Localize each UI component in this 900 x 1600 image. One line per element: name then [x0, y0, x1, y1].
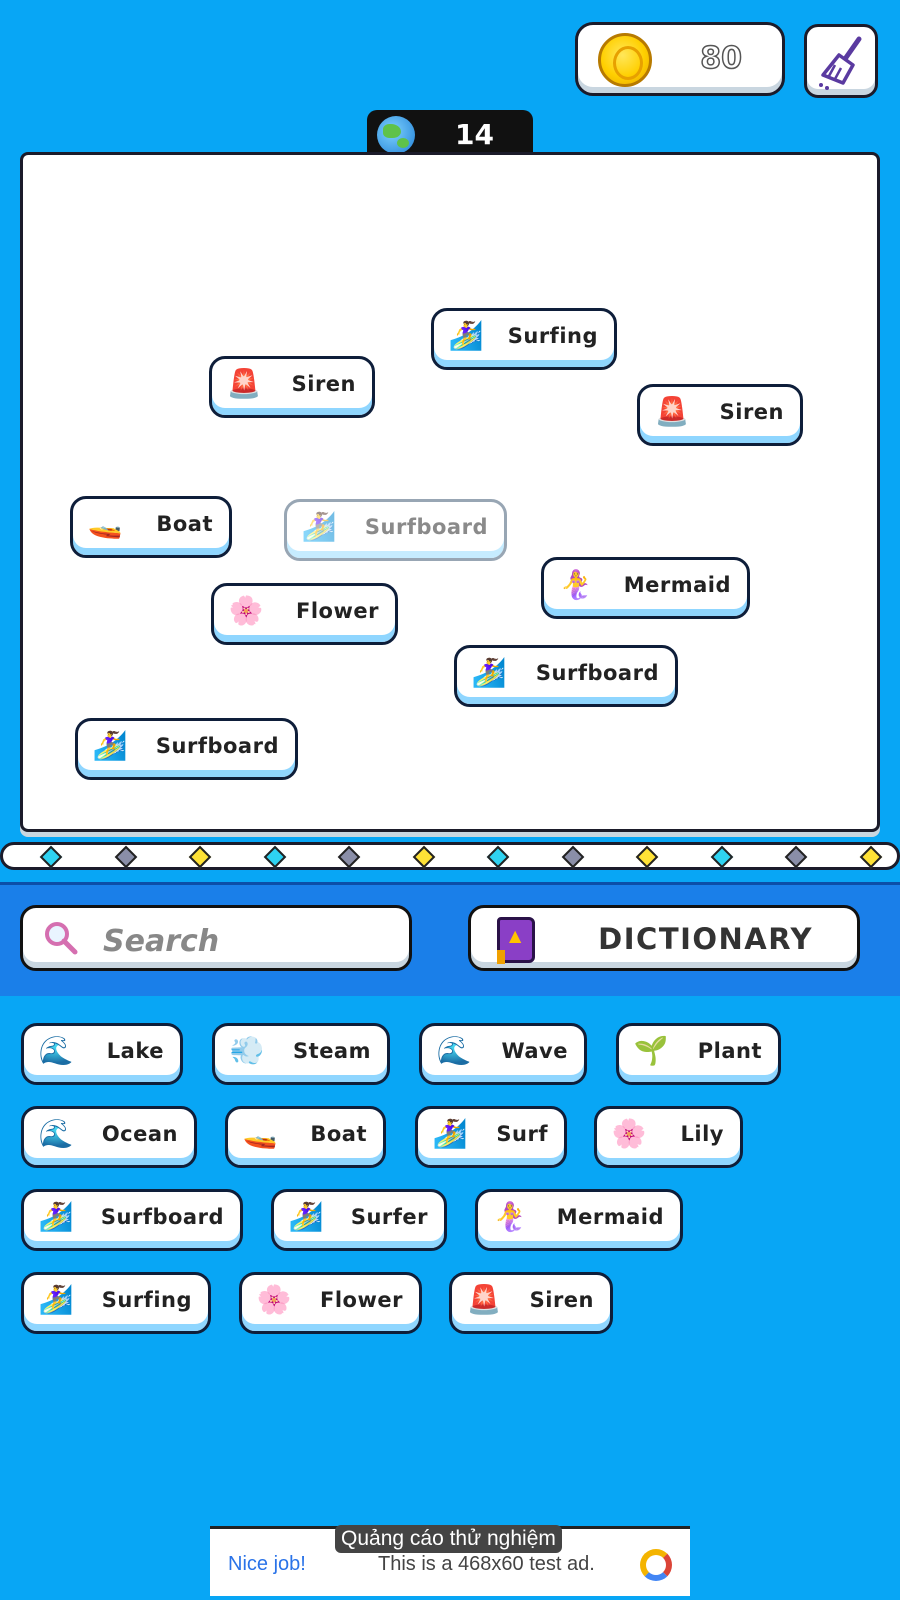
- broom-icon: [817, 35, 867, 91]
- inventory-chip-label: Surf: [496, 1122, 548, 1146]
- inventory-chip-label: Siren: [529, 1288, 594, 1312]
- board-chip[interactable]: [431, 308, 617, 370]
- board-chip[interactable]: [454, 645, 678, 707]
- coin-icon: [598, 33, 652, 87]
- coin-count: 80: [700, 41, 742, 76]
- gem-icon: [487, 846, 510, 869]
- inventory-chip[interactable]: [594, 1106, 743, 1168]
- inventory-chip-label: Surfer: [350, 1205, 428, 1229]
- ad-nice-text: Nice job!: [228, 1553, 306, 1575]
- dictionary-button[interactable]: [468, 905, 860, 971]
- inventory-chip-label: Wave: [501, 1039, 568, 1063]
- inventory-chip-label: Steam: [293, 1039, 371, 1063]
- surfer-icon: 🏄‍♀️: [301, 510, 337, 543]
- board-chip-label: Flower: [296, 599, 379, 623]
- board-chip[interactable]: [284, 499, 507, 561]
- ad-logo-icon: [640, 1549, 672, 1581]
- search-placeholder: Search: [103, 924, 220, 959]
- seedling-icon: 🌱: [633, 1034, 669, 1067]
- inventory-chip[interactable]: [239, 1272, 422, 1334]
- gem-icon: [785, 846, 808, 869]
- mermaid-icon: 🧜‍♀️: [558, 568, 594, 601]
- inventory-chip[interactable]: [419, 1023, 587, 1085]
- inventory-chip[interactable]: [212, 1023, 390, 1085]
- speedboat-icon: 🚤: [87, 507, 123, 540]
- inventory-chip[interactable]: [475, 1189, 683, 1251]
- coin-counter: [575, 22, 785, 96]
- gem-icon: [263, 846, 286, 869]
- board-chip-label: Siren: [291, 372, 356, 396]
- inventory-chip[interactable]: [21, 1106, 197, 1168]
- inventory-chip[interactable]: [415, 1106, 567, 1168]
- magnifier-icon: [43, 920, 79, 956]
- inventory-chip[interactable]: [225, 1106, 386, 1168]
- wave-icon: 🌊: [38, 1034, 74, 1067]
- ad-text: This is a 468x60 test ad.: [378, 1553, 595, 1575]
- board-chip-label: Surfing: [507, 324, 598, 348]
- board-chip-label: Surfboard: [155, 734, 279, 758]
- board-chip[interactable]: [211, 583, 398, 645]
- book-icon: [497, 917, 535, 963]
- surfer-icon: 🏄‍♀️: [288, 1200, 324, 1233]
- steam-icon: 💨: [229, 1034, 265, 1067]
- gem-icon: [189, 846, 212, 869]
- inventory-chip-label: Ocean: [101, 1122, 178, 1146]
- discoveries-count: 14: [455, 118, 494, 151]
- board-chip-label: Boat: [156, 512, 213, 536]
- inventory-chip-label: Flower: [320, 1288, 403, 1312]
- gem-divider: [0, 842, 900, 870]
- clear-board-button[interactable]: [804, 24, 878, 98]
- wave-icon: 🌊: [436, 1034, 472, 1067]
- gem-icon: [40, 846, 63, 869]
- surfer-icon: 🏄‍♀️: [432, 1117, 468, 1150]
- surfer-icon: 🏄‍♀️: [38, 1200, 74, 1233]
- gem-icon: [561, 846, 584, 869]
- surfer-icon: 🏄‍♀️: [92, 729, 128, 762]
- inventory-chip-label: Plant: [697, 1039, 762, 1063]
- gem-icon: [636, 846, 659, 869]
- siren-icon: 🚨: [654, 395, 690, 428]
- inventory-chip[interactable]: [616, 1023, 781, 1085]
- siren-icon: 🚨: [226, 367, 262, 400]
- globe-icon: [377, 116, 415, 154]
- inventory-chip-label: Boat: [310, 1122, 367, 1146]
- ad-test-badge: Quảng cáo thử nghiệm: [335, 1525, 562, 1553]
- inventory-chip[interactable]: [271, 1189, 447, 1251]
- inventory-chip-label: Surfing: [101, 1288, 192, 1312]
- board-chip[interactable]: [75, 718, 298, 780]
- board-chip-label: Siren: [719, 400, 784, 424]
- cherry-blossom-icon: 🌸: [228, 594, 264, 627]
- inventory-chip[interactable]: [21, 1189, 243, 1251]
- inventory-chip-label: Lake: [106, 1039, 164, 1063]
- board-chip[interactable]: [637, 384, 803, 446]
- board-chip[interactable]: [541, 557, 750, 619]
- dictionary-label: DICTIONARY: [598, 922, 813, 956]
- wave-icon: 🌊: [38, 1117, 74, 1150]
- gem-icon: [114, 846, 137, 869]
- gem-icon: [412, 846, 435, 869]
- surfer-icon: 🏄‍♀️: [38, 1283, 74, 1316]
- cherry-blossom-icon: 🌸: [611, 1117, 647, 1150]
- inventory-chip[interactable]: [21, 1272, 211, 1334]
- gem-icon: [710, 846, 733, 869]
- cherry-blossom-icon: 🌸: [256, 1283, 292, 1316]
- surfer-icon: 🏄‍♀️: [471, 656, 507, 689]
- siren-icon: 🚨: [466, 1283, 502, 1316]
- board-chip-label: Surfboard: [535, 661, 659, 685]
- speedboat-icon: 🚤: [242, 1117, 278, 1150]
- inventory-chip-label: Mermaid: [556, 1205, 664, 1229]
- search-input[interactable]: [20, 905, 412, 971]
- surfer-icon: 🏄‍♀️: [448, 319, 484, 352]
- inventory-chip-label: Lily: [680, 1122, 724, 1146]
- mermaid-icon: 🧜‍♀️: [492, 1200, 528, 1233]
- inventory-chip[interactable]: [449, 1272, 613, 1334]
- gem-icon: [859, 846, 882, 869]
- board-chip[interactable]: [209, 356, 375, 418]
- inventory-chip-label: Surfboard: [100, 1205, 224, 1229]
- board-chip[interactable]: [70, 496, 232, 558]
- board-chip-label: Surfboard: [364, 515, 488, 539]
- gem-icon: [338, 846, 361, 869]
- board-chip-label: Mermaid: [623, 573, 731, 597]
- inventory-chip[interactable]: [21, 1023, 183, 1085]
- controls-panel: [0, 882, 900, 996]
- ad-banner[interactable]: [210, 1526, 690, 1596]
